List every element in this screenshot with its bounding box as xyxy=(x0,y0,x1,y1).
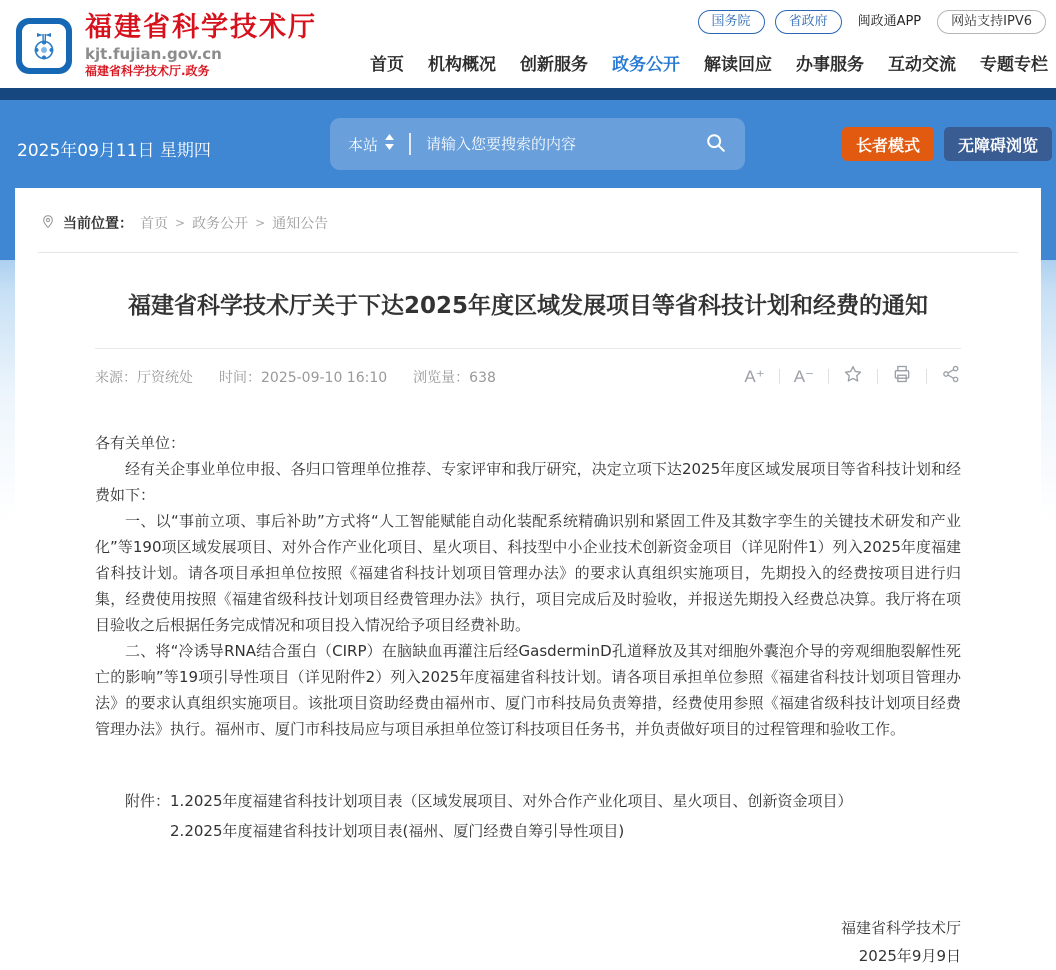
hero-top-strip xyxy=(0,88,1056,100)
search-scope-value: 本站 xyxy=(348,135,379,154)
attachment-link-2[interactable]: 2.2025年度福建省科技计划项目表(福州、厦门经费自筹引导性项目) xyxy=(170,822,625,840)
print-button[interactable] xyxy=(892,364,912,389)
meta-views: 浏览量：638 xyxy=(413,369,496,386)
breadcrumb-label: 当前位置： xyxy=(63,216,133,232)
share-icon xyxy=(941,364,961,389)
paragraph: 二、将“冷诱导RNA结合蛋白（CIRP）在脑缺血再灌注后经GasderminD孔道释放及其对细胞外囊泡介导的旁观细胞裂解性死亡的影响”等19项引导性项目（详见附件2）列入2025年度福建省科技计划。请各项目承担单位参照《福建省科技计划项目管理办法》的要求认真组织实施项目。该批项目资助经费由福州市、厦门市科技局负责筹措，经费使用参照《福建省级科技计划项目经费管理办法》执行。福州市、厦门市科技局应与项目承担单位签订科技项目任务书，并负责做好项目的过程管理和验收工作。 xyxy=(95,642,961,738)
search-input[interactable] xyxy=(426,136,705,153)
star-icon xyxy=(843,364,863,389)
nav-interaction[interactable]: 互动交流 xyxy=(888,55,956,75)
nav-special-topics[interactable]: 专题专栏 xyxy=(980,55,1048,75)
article xyxy=(15,290,1041,970)
nav-org-overview[interactable]: 机构概况 xyxy=(428,55,496,75)
breadcrumb xyxy=(15,188,1041,252)
tool-separator xyxy=(828,369,829,384)
breadcrumb-notices[interactable]: 通知公告 xyxy=(272,216,329,232)
link-ipv6-support[interactable]: 网站支持IPV6 xyxy=(937,10,1046,34)
signature-date: 2025年9月9日 xyxy=(858,947,961,965)
link-minzhengtong-app[interactable]: 闽政通APP xyxy=(857,14,922,29)
quick-links xyxy=(698,10,1046,34)
attachments xyxy=(95,786,961,846)
attachment-link-1[interactable]: 1.2025年度福建省科技计划项目表（区域发展项目、对外合作产业化项目、星火项目、创新资金项目） xyxy=(170,792,853,810)
nav-interpretation[interactable]: 解读回应 xyxy=(704,55,772,75)
breadcrumb-divider xyxy=(38,252,1018,253)
search-bar xyxy=(330,118,745,170)
breadcrumb-separator: > xyxy=(175,216,186,230)
nav-innovation-services[interactable]: 创新服务 xyxy=(520,55,588,75)
article-title: 福建省科学技术厅关于下达2025年度区域发展项目等省科技计划和经费的通知 xyxy=(127,293,928,319)
page-background xyxy=(0,188,1056,965)
site-gov-label: 福建省科学技术厅.政务 xyxy=(85,64,210,78)
share-button[interactable] xyxy=(941,364,961,389)
font-decrease-button[interactable]: A⁻ xyxy=(793,366,814,386)
breadcrumb-separator: > xyxy=(255,216,266,230)
printer-icon xyxy=(892,364,912,389)
search-button[interactable] xyxy=(705,132,727,157)
site-name: 福建省科学技术厅 xyxy=(85,12,317,43)
elder-mode-button[interactable]: 长者模式 xyxy=(842,127,934,161)
search-divider xyxy=(409,133,411,155)
site-logo-icon xyxy=(15,17,73,75)
meta-time: 时间：2025-09-10 16:10 xyxy=(219,369,388,386)
article-meta-row xyxy=(95,349,961,403)
link-provincial-gov[interactable]: 省政府 xyxy=(775,10,842,34)
article-tools xyxy=(744,364,961,389)
content-card xyxy=(15,188,1041,965)
link-state-council[interactable]: 国务院 xyxy=(698,10,765,34)
search-scope-select[interactable] xyxy=(348,134,394,155)
attachments-label: 附件： xyxy=(125,792,171,810)
scope-arrows-icon xyxy=(385,134,394,154)
site-domain: kjt.fujian.gov.cn xyxy=(85,45,222,63)
tool-separator xyxy=(779,369,780,384)
favorite-button[interactable] xyxy=(843,364,863,389)
paragraph: 一、以“事前立项、事后补助”方式将“人工智能赋能自动化装配系统精确识别和紧固工件及其数字孪生的关键技术研发和产业化”等190项区域发展项目、对外合作产业化项目、星火项目、科技型中小企业技术创新资金项目（详见附件1）列入2025年度福建省科技计划。请各项目承担单位按照《福建省科技计划项目管理办法》的要求认真组织实施项目，先期投入的经费按项目进行归集，经费使用按照《福建省级科技计划项目经费管理办法》执行，项目完成后及时验收，并报送先期投入经费总决算。我厅将在项目验收之后根据任务完成情况和项目投入情况给予项目经费补助。 xyxy=(95,512,961,634)
site-brand[interactable] xyxy=(15,13,317,79)
meta-source: 来源：厅资统处 xyxy=(95,369,193,386)
breadcrumb-home[interactable]: 首页 xyxy=(140,216,168,232)
nav-home[interactable]: 首页 xyxy=(370,55,404,75)
font-increase-button[interactable]: A⁺ xyxy=(744,366,765,386)
signature-org: 福建省科学技术厅 xyxy=(840,919,961,937)
article-body xyxy=(95,430,961,742)
main-nav xyxy=(370,50,1048,75)
paragraph: 经有关企事业单位申报、各归口管理单位推荐、专家评审和我厅研究，决定立项下达2025年度区域发展项目等省科技计划和经费如下： xyxy=(95,460,961,504)
search-icon xyxy=(705,132,727,157)
tool-separator xyxy=(877,369,878,384)
site-header xyxy=(0,0,1056,88)
current-date: 2025年09月11日 星期四 xyxy=(17,141,211,161)
nav-services[interactable]: 办事服务 xyxy=(796,55,864,75)
tool-separator xyxy=(926,369,927,384)
nav-gov-affairs[interactable]: 政务公开 xyxy=(612,55,680,75)
signature-block xyxy=(95,914,961,970)
location-pin-icon xyxy=(40,213,56,233)
paragraph: 各有关单位： xyxy=(95,434,186,452)
accessibility-button[interactable]: 无障碍浏览 xyxy=(944,127,1052,161)
breadcrumb-gov-affairs[interactable]: 政务公开 xyxy=(192,216,249,232)
